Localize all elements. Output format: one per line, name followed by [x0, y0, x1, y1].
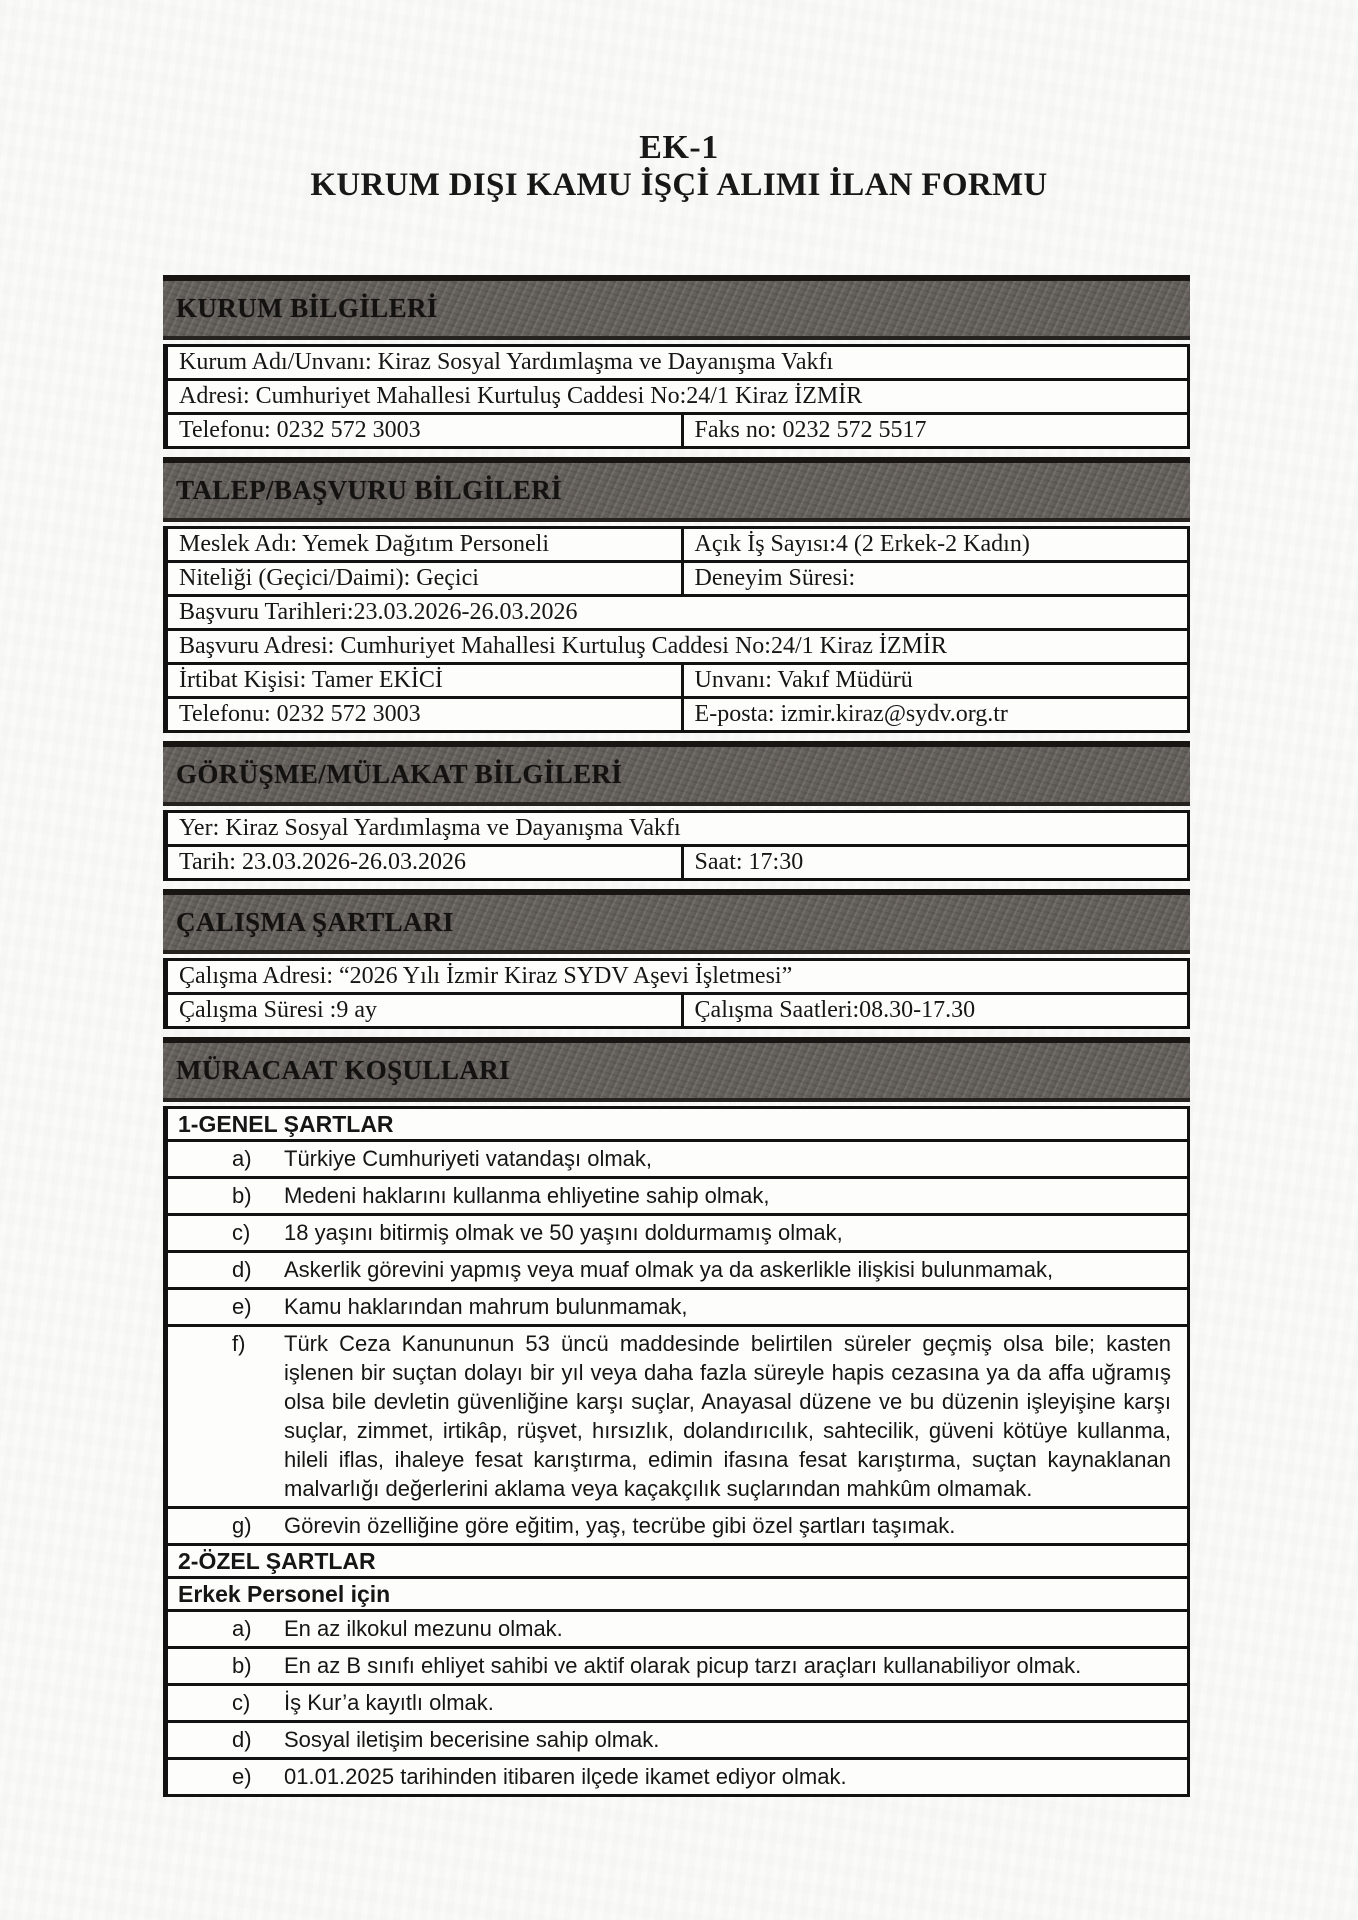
row-cell: İrtibat Kişisi: Tamer EKİCİ	[179, 667, 443, 693]
form-row	[163, 412, 1190, 449]
row-cell: Yer: Kiraz Sosyal Yardımlaşma ve Dayanışma Vakfı	[179, 815, 681, 841]
form-row	[163, 992, 1190, 1029]
row-cell: Telefonu: 0232 572 3003	[179, 417, 421, 443]
item-letter: e)	[232, 1294, 252, 1319]
item-letter: c)	[232, 1690, 251, 1715]
list-item	[163, 1720, 1190, 1760]
form-row	[163, 662, 1190, 699]
item-text: En az B sınıfı ehliyet sahibi ve aktif olarak picup tarzı araçları kullanabiliyor olmak.	[284, 1653, 1082, 1678]
annex-label: EK-1	[639, 129, 719, 166]
form-title: KURUM DIŞI KAMU İŞÇİ ALIMI İLAN FORMU	[310, 167, 1048, 203]
section-header-bar: ÇALIŞMA ŞARTLARI	[163, 889, 1190, 954]
list-item	[163, 1757, 1190, 1797]
item-text: Görevin özelliğine göre eğitim, yaş, tecrübe gibi özel şartları taşımak.	[284, 1513, 956, 1538]
document-header	[0, 0, 1358, 204]
form-row	[163, 560, 1190, 597]
form-row	[163, 378, 1190, 415]
form-row	[163, 696, 1190, 733]
section-header-bar: KURUM BİLGİLERİ	[163, 275, 1190, 340]
row-cell: Çalışma Saatleri:08.30-17.30	[681, 995, 1187, 1026]
form-row	[163, 594, 1190, 631]
section-header-bar: MÜRACAAT KOŞULLARI	[163, 1037, 1190, 1102]
item-text: En az ilkokul mezunu olmak.	[284, 1616, 563, 1641]
row-cell: Meslek Adı: Yemek Dağıtım Personeli	[179, 531, 549, 557]
subsection-header: 2-ÖZEL ŞARTLAR	[163, 1543, 1190, 1579]
item-letter: f)	[232, 1331, 246, 1356]
row-cell: Başvuru Tarihleri:23.03.2026-26.03.2026	[179, 599, 578, 625]
form-row	[163, 810, 1190, 847]
row-cell: Niteliği (Geçici/Daimi): Geçici	[179, 565, 479, 591]
row-cell: Saat: 17:30	[681, 847, 1187, 878]
list-item	[163, 1683, 1190, 1723]
row-cell: Çalışma Adresi: “2026 Yılı İzmir Kiraz SYDV Aşevi İşletmesi”	[179, 963, 793, 989]
row-cell: Adresi: Cumhuriyet Mahallesi Kurtuluş Caddesi No:24/1 Kiraz İZMİR	[179, 383, 863, 409]
row-cell: Deneyim Süresi:	[681, 563, 1187, 594]
list-item	[163, 1176, 1190, 1216]
row-cell: Unvanı: Vakıf Müdürü	[681, 665, 1187, 696]
item-text: Türkiye Cumhuriyeti vatandaşı olmak,	[284, 1146, 653, 1171]
item-letter: g)	[232, 1513, 252, 1538]
form-row	[163, 844, 1190, 881]
row-cell: Telefonu: 0232 572 3003	[179, 701, 421, 727]
row-cell: Kurum Adı/Unvanı: Kiraz Sosyal Yardımlaşma ve Dayanışma Vakfı	[179, 349, 834, 375]
row-cell: Faks no: 0232 572 5517	[681, 415, 1187, 446]
list-item	[163, 1324, 1190, 1509]
item-letter: a)	[232, 1616, 252, 1641]
list-item	[163, 1646, 1190, 1686]
form-row	[163, 958, 1190, 995]
list-item	[163, 1139, 1190, 1179]
section-header-bar: TALEP/BAŞVURU BİLGİLERİ	[163, 457, 1190, 522]
row-cell: Açık İş Sayısı:4 (2 Erkek-2 Kadın)	[681, 529, 1187, 560]
item-text: Kamu haklarından mahrum bulunmamak,	[284, 1294, 688, 1319]
form-table	[163, 275, 1190, 1797]
item-text: Medeni haklarını kullanma ehliyetine sahip olmak,	[284, 1183, 770, 1208]
item-text: 18 yaşını bitirmiş olmak ve 50 yaşını doldurmamış olmak,	[284, 1220, 843, 1245]
form-row	[163, 344, 1190, 381]
item-letter: d)	[232, 1257, 252, 1282]
item-letter: a)	[232, 1146, 252, 1171]
subsection-header: Erkek Personel için	[163, 1576, 1190, 1612]
item-letter: c)	[232, 1220, 251, 1245]
form-row	[163, 526, 1190, 563]
item-text: 01.01.2025 tarihinden itibaren ilçede ikamet ediyor olmak.	[284, 1764, 847, 1789]
form-row	[163, 628, 1190, 665]
list-item	[163, 1506, 1190, 1546]
row-cell: E-posta: izmir.kiraz@sydv.org.tr	[681, 699, 1187, 730]
list-item	[163, 1287, 1190, 1327]
section-header-bar: GÖRÜŞME/MÜLAKAT BİLGİLERİ	[163, 741, 1190, 806]
item-text: Sosyal iletişim becerisine sahip olmak.	[284, 1727, 660, 1752]
item-letter: d)	[232, 1727, 252, 1752]
item-letter: b)	[232, 1653, 252, 1678]
list-item	[163, 1609, 1190, 1649]
row-cell: Çalışma Süresi :9 ay	[179, 997, 377, 1023]
item-letter: b)	[232, 1183, 252, 1208]
row-cell: Başvuru Adresi: Cumhuriyet Mahallesi Kurtuluş Caddesi No:24/1 Kiraz İZMİR	[179, 633, 947, 659]
item-text: İş Kur’a kayıtlı olmak.	[284, 1690, 494, 1715]
subsection-header: 1-GENEL ŞARTLAR	[163, 1106, 1190, 1142]
item-text: Askerlik görevini yapmış veya muaf olmak ya da askerlikle ilişkisi bulunmamak,	[284, 1257, 1054, 1282]
item-letter: e)	[232, 1764, 252, 1789]
item-text: Türk Ceza Kanununun 53 üncü maddesinde belirtilen süreler geçmiş olsa bile; kasten işlenen bir suçtan dolayı bir yıl veya daha fazla süreyle hapis cezasına ya da affa uğramış olsa bile devletin güvenliğine karşı suçlar, Anayasal düzene ve bu düzenin işleyişine karşı suçlar, zimmet, irtikâp, rüşvet, hırsızlık, dolandırıcılık, sahtecilik, güveni kötüye kullanma, hileli iflas, ihaleye fesat karıştırma, edimin ifasına fesat karıştırma, suçtan kaynaklanan malvarlığı değerlerini aklama veya kaçakçılık suçlarından mahkûm olmamak.	[284, 1331, 1171, 1501]
row-cell: Tarih: 23.03.2026-26.03.2026	[179, 849, 466, 875]
list-item	[163, 1213, 1190, 1253]
list-item	[163, 1250, 1190, 1290]
